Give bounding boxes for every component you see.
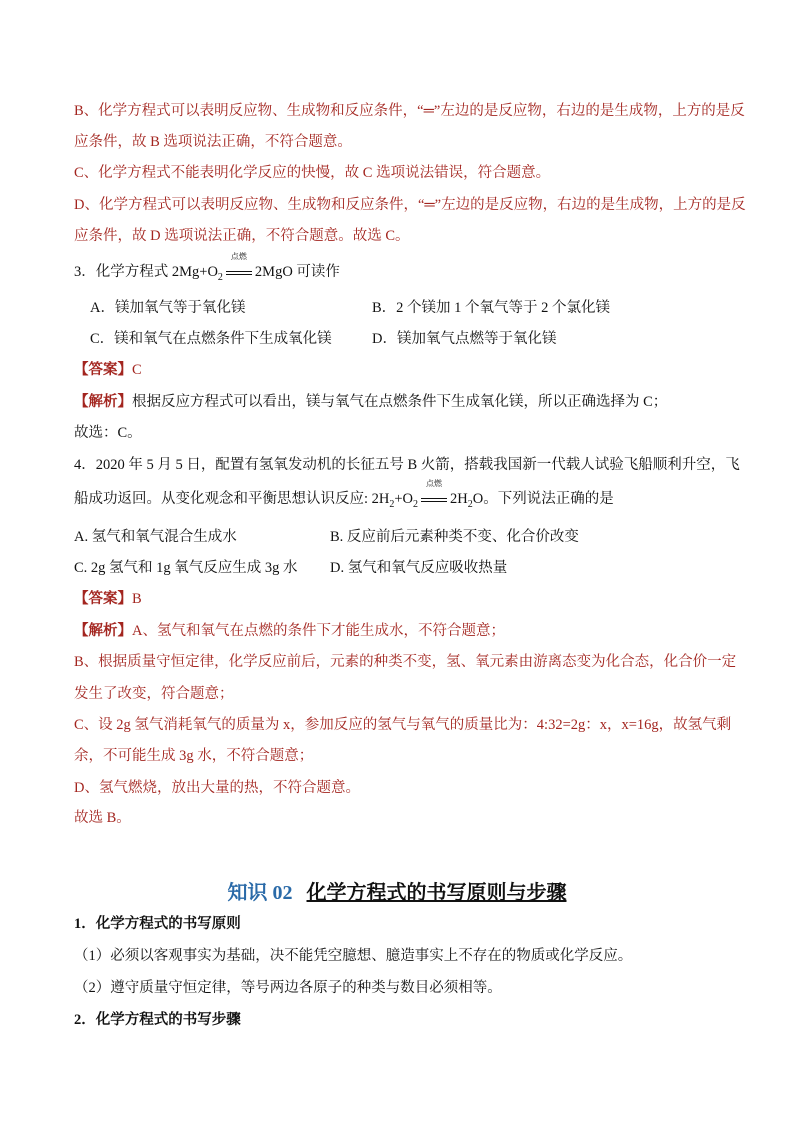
section-label: 知识 02 [227,882,293,904]
principle-2: （2）遵守质量守恒定律，等号两边各原子的种类与数目必须相等。 [74,980,502,996]
principle-1: （1）必须以客观事实为基础，决不能凭空臆想、臆造事实上不存在的物质或化学反应。 [74,948,633,964]
question-4-analysis-b-1: B、根据质量守恒定律，化学反应前后，元素的种类不变，氢、氧元素由游离态变为化合态，化合价一定 [74,654,737,670]
question-4-answer: 【答案】B [74,591,142,607]
reaction-condition-arrow: 点燃 [421,489,447,509]
question-4-analysis-c-1: C、设 2g 氢气消耗氧气的质量为 x，参加反应的氢气与氧气的质量比为：4:32=2g：x，x=16g，故氢气剩 [74,717,732,733]
reaction-condition-arrow: 点燃 [226,262,252,282]
question-4-analysis-d: D、氢气燃烧，放出大量的热，不符合题意。 [74,780,360,796]
question-4-option-d: D. 氢气和氧气反应吸收热量 [330,560,508,576]
question-4-option-b: B. 反应前后元素种类不变、化合价改变 [330,529,579,545]
question-4-stem-1: 4．2020 年 5 月 5 日，配置有氢氧发动机的长征五号 B 火箭，搭载我国新一代载人试验飞船顺利升空，飞 [74,457,740,473]
question-3-option-b: B．2 个镁加 1 个氧气等于 2 个氯化镁 [372,300,611,316]
section-heading [0,876,794,905]
steps-heading: 2．化学方程式的书写步骤 [74,1012,241,1028]
question-4-choice: 故选 B。 [74,810,131,826]
question-4-stem-2: 船成功返回。从变化观念和平衡思想认识反应: $2H_2+O_2$ 点燃 $2H_2O$。下列说法正确的是 [74,479,614,510]
analysis-line-b-1: B、化学方程式可以表明反应物、生成物和反应条件，“═”左边的是反应物，右边的是生成物，上方的是反 [74,103,745,119]
principles-heading: 1．化学方程式的书写原则 [74,916,241,932]
section-title: 化学方程式的书写原则与步骤 [306,882,567,904]
question-3-option-a: A．镁加氧气等于氧化镁 [90,300,246,316]
question-4-analysis-a: 【解析】A、氢气和氧气在点燃的条件下才能生成水，不符合题意； [74,623,505,639]
question-3-answer: 【答案】C [74,362,142,378]
question-3-choice: 故选：C。 [74,425,142,441]
question-4-option-a: A. 氢气和氧气混合生成水 [74,529,237,545]
analysis-line-c: C、化学方程式不能表明化学反应的快慢，故 C 选项说法错误，符合题意。 [74,165,551,181]
question-3-option-c: C．镁和氧气在点燃条件下生成氧化镁 [90,331,332,347]
analysis-line-b-2: 应条件，故 B 选项说法正确，不符合题意。 [74,134,352,150]
question-3-option-d: D．镁加氧气点燃等于氧化镁 [372,331,557,347]
question-3-analysis: 【解析】根据反应方程式可以看出，镁与氧气在点燃条件下生成氧化镁，所以正确选择为 C； [74,394,668,410]
question-4-analysis-c-2: 余，不可能生成 3g 水，不符合题意； [74,748,314,764]
analysis-line-d-2: 应条件，故 D 选项说法正确，不符合题意。故选 C。 [74,228,410,244]
question-4-option-c: C. 2g 氢气和 1g 氧气反应生成 3g 水 [74,560,298,576]
question-3-stem: 3．化学方程式 $2Mg+O_2$ 点燃 2MgO 可读作 [74,252,340,283]
question-4-analysis-b-2: 发生了改变，符合题意； [74,686,234,702]
analysis-line-d-1: D、化学方程式可以表明反应物、生成物和反应条件，“═”左边的是反应物，右边的是生成物，上方的是反 [74,197,746,213]
